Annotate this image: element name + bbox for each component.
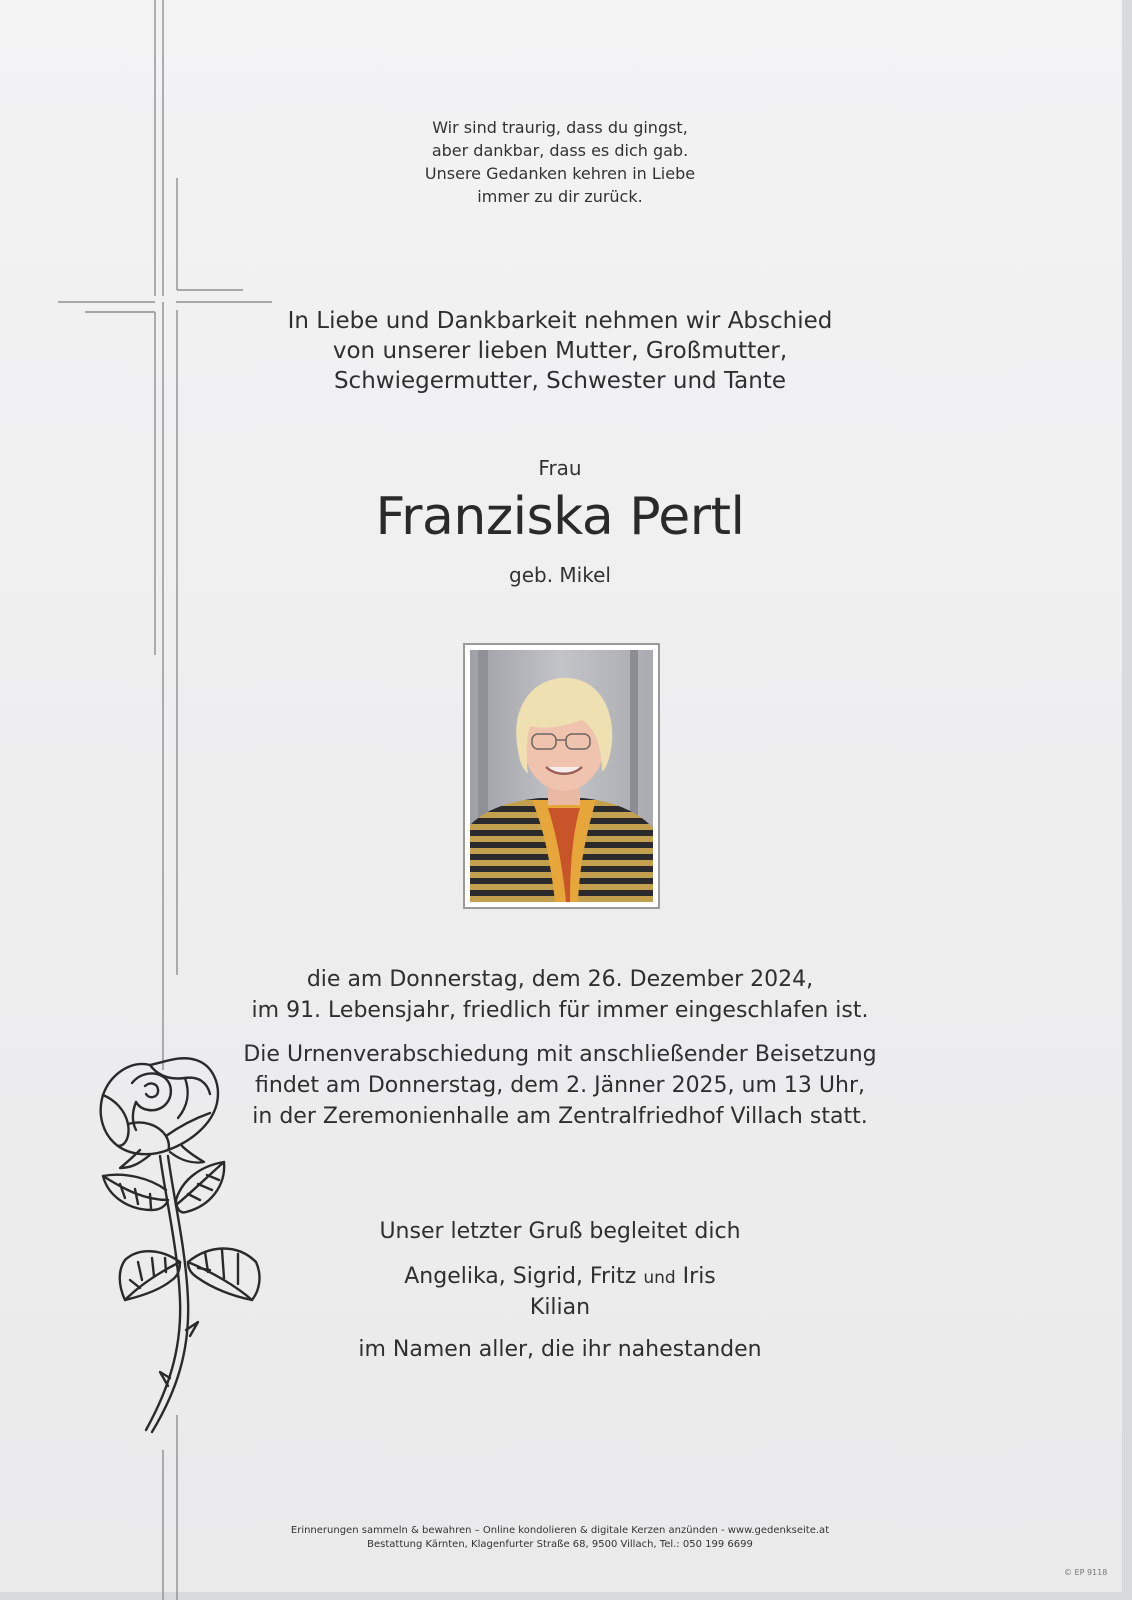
mourner-names xyxy=(240,1262,880,1293)
footer-line: Bestattung Kärnten, Klagenfurter Straße 68, 9500 Villach, Tel.: 050 199 6699 xyxy=(367,1539,753,1550)
mourner-last-name: Iris xyxy=(682,1264,716,1289)
funeral-notice-line: Die Urnenverabschiedung mit anschließender Beisetzung xyxy=(243,1042,877,1067)
intro-line: In Liebe und Dankbarkeit nehmen wir Abschied xyxy=(287,308,833,334)
footer xyxy=(160,1524,960,1552)
on-behalf-line: im Namen aller, die ihr nahestanden xyxy=(358,1337,762,1362)
intro-line: von unserer lieben Mutter, Großmutter, xyxy=(332,338,788,364)
poem xyxy=(240,116,880,208)
birth-name: geb. Mikel xyxy=(509,563,611,587)
death-notice-line: die am Donnerstag, dem 26. Dezember 2024, xyxy=(306,967,814,992)
product-code: © EP 9118 xyxy=(1064,1568,1108,1577)
portrait-photo xyxy=(463,643,660,909)
death-notice xyxy=(190,964,930,1026)
poem-line: Unsere Gedanken kehren in Liebe xyxy=(424,164,696,183)
deceased-name: Franziska Pertl xyxy=(375,487,745,547)
salutation: Frau xyxy=(538,456,582,480)
portrait-photo-icon xyxy=(470,650,653,902)
poem-line: Wir sind traurig, dass du gingst, xyxy=(432,118,688,137)
intro-line: Schwiegermutter, Schwester und Tante xyxy=(333,368,787,394)
mourner-family-name: Kilian xyxy=(529,1295,591,1320)
poem-line: immer zu dir zurück. xyxy=(477,187,643,206)
funeral-notice xyxy=(190,1039,930,1132)
mourner-first-names: Angelika, Sigrid, Fritz xyxy=(404,1264,637,1289)
death-notice-line: im 91. Lebensjahr, friedlich für immer eingeschlafen ist. xyxy=(251,998,869,1023)
mourners xyxy=(240,1262,880,1323)
farewell-line: Unser letzter Gruß begleitet dich xyxy=(379,1219,741,1244)
funeral-notice-line: findet am Donnerstag, dem 2. Jänner 2025, um 13 Uhr, xyxy=(255,1073,865,1098)
funeral-notice-line: in der Zeremonienhalle am Zentralfriedhof Villach statt. xyxy=(252,1104,868,1129)
intro-text xyxy=(240,306,880,396)
mourner-connector: und xyxy=(643,1268,676,1288)
poem-line: aber dankbar, dass es dich gab. xyxy=(431,141,689,160)
footer-line: Erinnerungen sammeln & bewahren – Online kondolieren & digitale Kerzen anzünden - www.gedenkseite.at xyxy=(290,1525,830,1536)
